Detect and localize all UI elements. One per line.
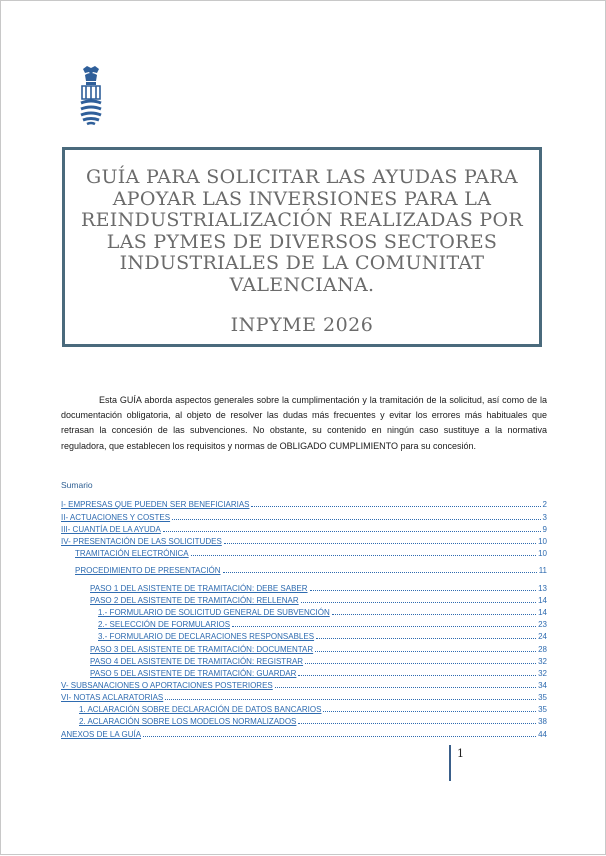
toc-leader — [163, 531, 541, 532]
toc-entry[interactable] — [98, 617, 547, 629]
toc-leader — [251, 506, 540, 507]
toc-leader — [191, 555, 536, 556]
toc-entry-title: ANEXOS DE LA GUÍA — [61, 730, 142, 739]
toc-entry[interactable] — [90, 593, 547, 605]
toc-entry[interactable] — [98, 629, 547, 641]
toc-entry[interactable] — [61, 690, 547, 702]
toc-leader — [172, 519, 540, 520]
toc-leader — [315, 651, 536, 652]
toc-leader — [143, 736, 536, 737]
document-title — [65, 167, 539, 296]
toc-entry-title: III- CUANTÍA DE LA AYUDA — [61, 525, 161, 534]
toc-entry-title: I- EMPRESAS QUE PUEDEN SER BENEFICIARIAS — [61, 500, 250, 509]
toc-entry-title: PASO 2 DEL ASISTENTE DE TRAMITACIÓN: RELLENAR — [90, 596, 299, 605]
toc-entry[interactable] — [90, 654, 547, 666]
intro-paragraph: Esta GUÍA aborda aspectos generales sobre la cumplimentación y la tramitación de la solicitud, así como de la documentación obligatoria, al objeto de resolver las dudas más frecuentes y evitar los errores más habituales que retrasan la concesión de las subvenciones. No obstante, su contenido en ningún caso sustituye a la normativa reguladora, que establecen los requisitos y normas de OBLIGADO CUMPLIMIENTO para su concesión. — [61, 395, 547, 451]
toc-entry-page: 2 — [542, 500, 547, 509]
toc-heading: Sumario — [61, 480, 93, 490]
toc-entry-page: 35 — [538, 693, 547, 702]
toc-leader — [224, 543, 536, 544]
toc-entry[interactable] — [61, 678, 547, 690]
toc-entry[interactable] — [61, 727, 547, 739]
toc-entry-title: PASO 4 DEL ASISTENTE DE TRAMITACIÓN: REGISTRAR — [90, 657, 304, 666]
toc-entry-page: 23 — [538, 620, 547, 629]
toc-entry[interactable] — [75, 546, 547, 558]
toc-leader — [275, 687, 536, 688]
page-number: 1 — [457, 747, 464, 760]
generalitat-logo-icon — [77, 65, 105, 127]
toc-entry-title: PASO 5 DEL ASISTENTE DE TRAMITACIÓN: GUARDAR — [90, 669, 297, 678]
toc-leader — [232, 626, 536, 627]
toc-entry-page: 32 — [538, 657, 547, 666]
toc-leader — [223, 572, 537, 573]
title-box — [62, 147, 542, 347]
toc-entry-page: 10 — [538, 549, 547, 558]
toc-entry[interactable] — [61, 510, 547, 522]
toc-leader — [165, 699, 536, 700]
toc-entry-page: 14 — [538, 608, 547, 617]
toc-leader — [305, 663, 536, 664]
toc-entry-title: TRAMITACIÓN ELECTRÓNICA — [75, 549, 189, 558]
toc-entry[interactable] — [79, 702, 547, 714]
toc-entry[interactable] — [90, 642, 547, 654]
toc-entry-page: 38 — [538, 717, 547, 726]
toc-entry[interactable] — [75, 563, 547, 575]
toc-entry-page: 28 — [538, 645, 547, 654]
toc-leader — [298, 723, 536, 724]
toc-entry-page: 14 — [538, 596, 547, 605]
toc-entry[interactable] — [61, 534, 547, 546]
toc-entry[interactable] — [61, 522, 547, 534]
toc-entry-title: V- SUBSANACIONES O APORTACIONES POSTERIORES — [61, 681, 273, 690]
toc-entry-title: PASO 1 DEL ASISTENTE DE TRAMITACIÓN: DEBE SABER — [90, 584, 308, 593]
toc-entry-page: 11 — [538, 566, 547, 575]
toc-entry-page: 3 — [542, 513, 547, 522]
toc-entry[interactable] — [90, 581, 547, 593]
toc-entry-title: 1. ACLARACIÓN SOBRE DECLARACIÓN DE DATOS BANCARIOS — [79, 705, 322, 714]
toc-entry[interactable] — [98, 605, 547, 617]
toc-entry-title: PROCEDIMIENTO DE PRESENTACIÓN — [75, 566, 221, 575]
toc-leader — [332, 614, 536, 615]
toc-leader — [316, 638, 536, 639]
toc-entry-page: 9 — [542, 525, 547, 534]
toc-entry-page: 13 — [538, 584, 547, 593]
toc-entry-page: 44 — [538, 730, 547, 739]
toc-entry-title: 2. ACLARACIÓN SOBRE LOS MODELOS NORMALIZADOS — [79, 717, 297, 726]
title-line: LAS PYMES DE DIVERSOS SECTORES — [106, 230, 498, 253]
toc-leader — [298, 675, 536, 676]
title-line: INDUSTRIALES DE LA COMUNITAT — [119, 252, 485, 274]
toc-entry[interactable] — [79, 714, 547, 726]
toc-leader — [301, 602, 536, 603]
toc-leader — [323, 711, 536, 712]
toc-entry-title: 1.- FORMULARIO DE SOLICITUD GENERAL DE SUBVENCIÓN — [98, 608, 330, 617]
toc-entry-title: IV- PRESENTACIÓN DE LAS SOLICITUDES — [61, 537, 222, 546]
toc-entry-page: 32 — [538, 669, 547, 678]
toc-entry-title: 2.- SELECCIÓN DE FORMULARIOS — [98, 620, 231, 629]
title-line: VALENCIANA. — [229, 273, 375, 296]
toc-entry[interactable] — [90, 666, 547, 678]
toc-entry-page: 34 — [538, 681, 547, 690]
toc-entry[interactable] — [61, 497, 547, 509]
page-number-bar — [449, 745, 451, 781]
title-line: REINDUSTRIALIZACIÓN REALIZADAS POR — [81, 209, 523, 231]
toc-entry-page: 24 — [538, 632, 547, 641]
title-line: GUÍA PARA SOLICITAR LAS AYUDAS PARA — [86, 166, 518, 188]
document-subtitle: INPYME 2026 — [230, 314, 374, 336]
toc-entry-title: PASO 3 DEL ASISTENTE DE TRAMITACIÓN: DOCUMENTAR — [90, 645, 314, 654]
toc-entry-title: II- ACTUACIONES Y COSTES — [61, 513, 171, 522]
toc-entry-page: 10 — [538, 537, 547, 546]
toc-entry-title: 3.- FORMULARIO DE DECLARACIONES RESPONSABLES — [98, 632, 315, 641]
toc-entry-page: 35 — [538, 705, 547, 714]
toc-leader — [310, 590, 537, 591]
title-line: APOYAR LAS INVERSIONES PARA LA — [112, 187, 492, 210]
toc-entry-title: VI- NOTAS ACLARATORIAS — [61, 693, 164, 702]
